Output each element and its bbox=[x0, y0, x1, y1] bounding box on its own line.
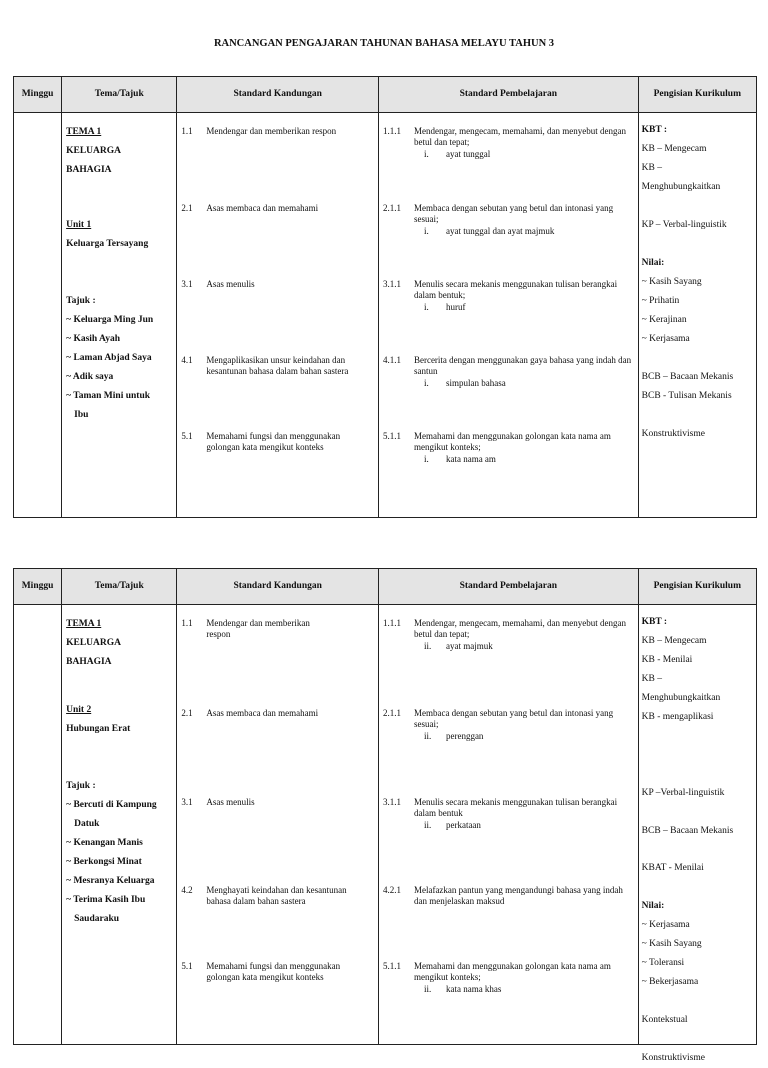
pk-item: ~ Kasih Sayang bbox=[641, 939, 702, 949]
sp-number: 5.1.1 bbox=[382, 961, 401, 971]
sk-item bbox=[181, 797, 371, 808]
sk-item bbox=[181, 961, 371, 984]
pk-item: ~ Prihatin bbox=[641, 296, 680, 306]
pk-item: KB – Mengecam bbox=[641, 144, 707, 154]
pk-item: KP –Verbal-linguistik bbox=[641, 788, 725, 798]
header-pengisian-kurikulum: Pengisian Kurikulum bbox=[638, 569, 756, 605]
unit-label: Unit 1 bbox=[66, 220, 92, 230]
sp-subitem-number: i. bbox=[423, 225, 429, 236]
sk-number: 4.1 bbox=[181, 355, 193, 365]
tajuk-block bbox=[66, 777, 178, 929]
pengisian-kurikulum-cell bbox=[638, 113, 756, 518]
sp-subitem-number: i. bbox=[423, 453, 429, 464]
sk-item bbox=[181, 279, 371, 290]
sp-item bbox=[383, 961, 635, 995]
sk-number: 5.1 bbox=[181, 431, 193, 441]
sk-number: 3.1 bbox=[181, 279, 193, 289]
sp-subitem-text: kata nama khas bbox=[445, 983, 502, 994]
header-standard-kandungan: Standard Kandungan bbox=[177, 77, 379, 113]
unit-name: Keluarga Tersayang bbox=[66, 239, 149, 249]
tema-cell bbox=[62, 113, 177, 518]
sp-text: Menulis secara mekanis menggunakan tulisan berangkai dalam bentuk; bbox=[413, 279, 618, 301]
pk-item: Menghubungkaitkan bbox=[641, 182, 721, 192]
tajuk-item: Datuk bbox=[74, 819, 100, 829]
pk-item: KB - Menilai bbox=[641, 655, 693, 665]
table-row bbox=[14, 113, 757, 518]
sp-number: 1.1.1 bbox=[382, 618, 401, 628]
tajuk-item: ~ Mesranya Keluarga bbox=[66, 876, 155, 886]
pk-item: ~ Kasih Sayang bbox=[641, 277, 702, 287]
pk-block bbox=[642, 822, 756, 841]
sp-text: Mendengar, mengecam, memahami, dan menyebut dengan betul dan tepat; bbox=[413, 126, 627, 148]
standard-kandungan-cell bbox=[177, 605, 379, 1045]
sp-text: Bercerita dengan menggunakan gaya bahasa yang indah dan santun bbox=[413, 355, 632, 377]
sk-item bbox=[181, 885, 371, 908]
tajuk-block bbox=[66, 292, 178, 425]
sp-subitem-number: ii. bbox=[423, 730, 432, 741]
pk-item: Konstruktivisme bbox=[641, 429, 705, 439]
sk-number: 2.1 bbox=[181, 708, 193, 718]
sp-text: Membaca dengan sebutan yang betul dan intonasi yang sesuai; bbox=[413, 203, 614, 225]
pk-item: KP – Verbal-linguistik bbox=[641, 220, 727, 230]
unit-block bbox=[66, 701, 176, 739]
sp-subitem bbox=[424, 984, 635, 995]
sp-subitem-text: kata nama am bbox=[445, 453, 496, 464]
sp-number: 2.1.1 bbox=[382, 708, 401, 718]
pk-block bbox=[642, 368, 756, 406]
pk-item: ~ Kerajinan bbox=[641, 315, 687, 325]
tajuk-item: ~ Adik saya bbox=[66, 372, 114, 382]
plan-table-2 bbox=[13, 568, 757, 1063]
sp-subitem bbox=[424, 641, 635, 652]
sp-subitem-text: simpulan bahasa bbox=[445, 377, 506, 388]
sp-subitem-text: perkataan bbox=[445, 819, 481, 830]
sp-subitem-text: ayat tunggal dan ayat majmuk bbox=[445, 225, 555, 236]
sk-number: 4.2 bbox=[181, 885, 193, 895]
sk-text: Mengaplikasikan unsur keindahan dan kesantunan bahasa dalam bahan sastera bbox=[206, 355, 349, 377]
sp-text: Membaca dengan sebutan yang betul dan intonasi yang sesuai; bbox=[413, 708, 614, 730]
standard-pembelajaran-cell bbox=[378, 605, 638, 1045]
pk-block bbox=[642, 121, 756, 197]
sp-item bbox=[383, 797, 635, 831]
pk-item: KB – Mengecam bbox=[641, 636, 707, 646]
tema-name-line: KELUARGA bbox=[66, 146, 122, 156]
sk-text: Mendengar dan memberikan respon bbox=[206, 618, 310, 640]
sp-item bbox=[383, 355, 635, 389]
header-standard-pembelajaran: Standard Pembelajaran bbox=[378, 77, 638, 113]
header-pengisian-kurikulum: Pengisian Kurikulum bbox=[638, 77, 756, 113]
tema-block bbox=[66, 123, 176, 180]
tajuk-item: ~ Keluarga Ming Jun bbox=[66, 315, 154, 325]
sp-subitem bbox=[424, 378, 635, 389]
pk-item: BCB – Bacaan Mekanis bbox=[641, 372, 734, 382]
sp-item bbox=[383, 708, 635, 742]
minggu-cell bbox=[14, 113, 62, 518]
sp-subitem bbox=[424, 820, 635, 831]
pk-item: KBAT - Menilai bbox=[641, 863, 704, 873]
pk-item: Konstruktivisme bbox=[641, 1053, 705, 1063]
header-tema: Tema/Tajuk bbox=[62, 569, 177, 605]
sp-text: Memahami dan menggunakan golongan kata nama am mengikut konteks; bbox=[413, 431, 611, 453]
tajuk-item: Saudaraku bbox=[74, 914, 120, 924]
sp-item bbox=[383, 431, 635, 465]
sk-text: Memahami fungsi dan menggunakan golongan kata mengikut konteks bbox=[206, 431, 341, 453]
sp-subitem bbox=[424, 454, 635, 465]
sp-item bbox=[383, 203, 635, 237]
sp-item bbox=[383, 279, 635, 313]
sp-subitem bbox=[424, 226, 635, 237]
tema-cell bbox=[62, 605, 177, 1045]
sp-text: Memahami dan menggunakan golongan kata nama am mengikut konteks; bbox=[413, 961, 611, 983]
pk-block bbox=[642, 1049, 756, 1068]
header-minggu: Minggu bbox=[14, 77, 62, 113]
sk-text: Asas membaca dan memahami bbox=[206, 708, 319, 718]
pk-block bbox=[642, 859, 756, 878]
pk-block bbox=[642, 784, 756, 803]
pk-block bbox=[642, 897, 756, 992]
sp-number: 3.1.1 bbox=[382, 797, 401, 807]
tema-name-line: BAHAGIA bbox=[66, 657, 112, 667]
sk-number: 5.1 bbox=[181, 961, 193, 971]
sp-text: Menulis secara mekanis menggunakan tulisan berangkai dalam bentuk bbox=[413, 797, 618, 819]
sp-number: 3.1.1 bbox=[382, 279, 401, 289]
sk-item bbox=[181, 708, 371, 719]
sk-text: Asas menulis bbox=[206, 797, 255, 807]
table-row bbox=[14, 605, 757, 1045]
sp-subitem-number: i. bbox=[423, 301, 429, 312]
tajuk-item: ~ Berkongsi Minat bbox=[66, 857, 142, 867]
unit-block bbox=[66, 216, 176, 254]
sp-subitem-number: ii. bbox=[423, 819, 432, 830]
pk-item: KB - mengaplikasi bbox=[641, 712, 714, 722]
tajuk-item: ~ Laman Abjad Saya bbox=[66, 353, 152, 363]
pk-heading: Nilai: bbox=[641, 901, 665, 911]
pk-item: Kontekstual bbox=[641, 1015, 688, 1025]
pk-block bbox=[642, 613, 756, 727]
sk-text: Asas membaca dan memahami bbox=[206, 203, 319, 213]
sk-item bbox=[181, 431, 371, 454]
pk-item: BCB - Tulisan Mekanis bbox=[641, 391, 732, 401]
tajuk-label: Tajuk : bbox=[66, 781, 96, 791]
sk-item bbox=[181, 355, 371, 378]
sk-number: 1.1 bbox=[181, 126, 193, 136]
tajuk-item: Ibu bbox=[74, 410, 89, 420]
pk-block bbox=[642, 216, 756, 235]
pk-heading: KBT : bbox=[641, 125, 668, 135]
sp-number: 5.1.1 bbox=[382, 431, 401, 441]
standard-kandungan-cell bbox=[177, 113, 379, 518]
sp-subitem-number: i. bbox=[423, 148, 429, 159]
sk-item bbox=[181, 618, 371, 641]
unit-name: Hubungan Erat bbox=[66, 724, 131, 734]
page-title: RANCANGAN PENGAJARAN TAHUNAN BAHASA MELAYU TAHUN 3 bbox=[213, 38, 555, 49]
pk-block bbox=[642, 425, 756, 444]
sp-subitem-text: perenggan bbox=[445, 730, 484, 741]
sp-number: 1.1.1 bbox=[382, 126, 401, 136]
sp-subitem-text: huruf bbox=[445, 301, 466, 312]
sp-number: 4.2.1 bbox=[382, 885, 401, 895]
sk-number: 1.1 bbox=[181, 618, 193, 628]
pk-item: ~ Kerjasama bbox=[641, 920, 690, 930]
plan-table-1 bbox=[13, 76, 757, 518]
sp-text: Mendengar, mengecam, memahami, dan menyebut dengan betul dan tepat; bbox=[413, 618, 627, 640]
tajuk-label: Tajuk : bbox=[66, 296, 96, 306]
sk-item bbox=[181, 203, 371, 214]
standard-pembelajaran-cell bbox=[378, 113, 638, 518]
pk-item: Menghubungkaitkan bbox=[641, 693, 721, 703]
sp-number: 4.1.1 bbox=[382, 355, 401, 365]
sp-item bbox=[383, 618, 635, 652]
tema-block bbox=[66, 615, 176, 672]
pk-item: KB – bbox=[641, 163, 662, 173]
tema-label: TEMA 1 bbox=[66, 619, 102, 629]
header-standard-pembelajaran: Standard Pembelajaran bbox=[378, 569, 638, 605]
tema-name-line: BAHAGIA bbox=[66, 165, 112, 175]
sk-number: 3.1 bbox=[181, 797, 193, 807]
sk-number: 2.1 bbox=[181, 203, 193, 213]
sp-text: Melafazkan pantun yang mengandungi bahasa yang indah dan menjelaskan maksud bbox=[413, 885, 623, 907]
sp-item bbox=[383, 885, 635, 908]
pk-heading: Nilai: bbox=[641, 258, 665, 268]
sk-text: Menghayati keindahan dan kesantunan bahasa dalam bahan sastera bbox=[206, 885, 347, 907]
header-row bbox=[14, 569, 757, 605]
sk-item bbox=[181, 126, 371, 137]
minggu-cell bbox=[14, 605, 62, 1045]
sp-subitem bbox=[424, 731, 635, 742]
pk-heading: KBT : bbox=[641, 617, 668, 627]
sk-text: Mendengar dan memberikan respon bbox=[206, 126, 337, 136]
tajuk-item: ~ Bercuti di Kampung bbox=[66, 800, 157, 810]
tajuk-item: ~ Terima Kasih Ibu bbox=[66, 895, 146, 905]
sp-subitem-text: ayat majmuk bbox=[445, 640, 493, 651]
sp-subitem bbox=[424, 302, 635, 313]
sp-item bbox=[383, 126, 635, 160]
pk-item: ~ Bekerjasama bbox=[641, 977, 699, 987]
header-standard-kandungan: Standard Kandungan bbox=[177, 569, 379, 605]
header-tema: Tema/Tajuk bbox=[62, 77, 177, 113]
sk-text: Memahami fungsi dan menggunakan golongan kata mengikut konteks bbox=[206, 961, 341, 983]
sp-subitem-text: ayat tunggal bbox=[445, 148, 491, 159]
pk-item: ~ Kerjasama bbox=[641, 334, 690, 344]
sk-text: Asas menulis bbox=[206, 279, 255, 289]
tema-name-line: KELUARGA bbox=[66, 638, 122, 648]
pk-block bbox=[642, 254, 756, 349]
tajuk-item: ~ Taman Mini untuk bbox=[66, 391, 151, 401]
sp-subitem-number: i. bbox=[423, 377, 429, 388]
tajuk-item: ~ Kasih Ayah bbox=[66, 334, 120, 344]
header-row bbox=[14, 77, 757, 113]
sp-subitem-number: ii. bbox=[423, 640, 432, 651]
unit-label: Unit 2 bbox=[66, 705, 92, 715]
sp-subitem bbox=[424, 149, 635, 160]
sp-number: 2.1.1 bbox=[382, 203, 401, 213]
tajuk-item: ~ Kenangan Manis bbox=[66, 838, 143, 848]
pk-item: ~ Toleransi bbox=[641, 958, 685, 968]
sp-subitem-number: ii. bbox=[423, 983, 432, 994]
pk-item: KB – bbox=[641, 674, 662, 684]
pk-block bbox=[642, 1011, 756, 1030]
tema-label: TEMA 1 bbox=[66, 127, 102, 137]
pk-item: BCB – Bacaan Mekanis bbox=[641, 826, 734, 836]
header-minggu: Minggu bbox=[14, 569, 62, 605]
pengisian-kurikulum-cell bbox=[638, 605, 756, 1063]
